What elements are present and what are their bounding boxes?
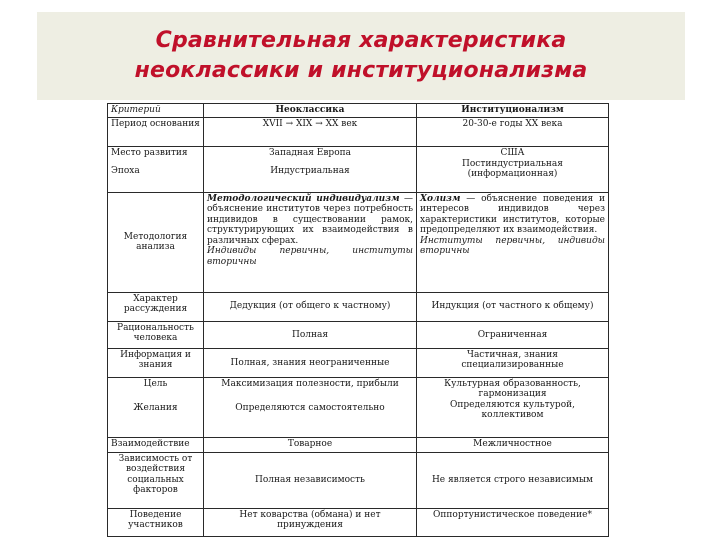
table-row-goal-desires xyxy=(108,377,609,437)
criterion-methodology: Методология анализа xyxy=(108,192,204,292)
page-title-line-1: Сравнительная характеристика xyxy=(155,28,567,53)
institutionalism-period: 20-30-е годы XX века xyxy=(417,118,609,147)
institutionalism-methodology-text: — объяснение поведения и интересов индивидов через характеристики институтов, которые предопределяют их взаимодействия. xyxy=(420,193,605,236)
header-neoclassic: Неоклассика xyxy=(204,104,417,118)
table-row-dependence xyxy=(108,452,609,508)
institutionalism-methodology-term: Холизм xyxy=(420,193,461,204)
neoclassic-methodology-text: — объяснение институтов через потребность индивидов в существовании рамок, структурирующих их взаимодействия в различных сферах. xyxy=(207,193,413,246)
table-row-behavior xyxy=(108,508,609,536)
neoclassic-interaction: Товарное xyxy=(204,438,417,453)
institutionalism-reasoning: Индукция (от частного к общему) xyxy=(417,292,609,321)
neoclassic-place: Западная Европа xyxy=(269,148,351,159)
institutionalism-methodology-note: Институты первичны, индивиды вторичны xyxy=(420,235,605,257)
criterion-period: Период основания xyxy=(108,118,204,147)
neoclassic-reasoning: Дедукция (от общего к частному) xyxy=(204,292,417,321)
institutionalism-dependence: Не является строго независимым xyxy=(417,452,609,508)
criterion-reasoning: Характер рассуждения xyxy=(108,292,204,321)
criterion-place: Место развития xyxy=(111,148,188,159)
institutionalism-goal-desires xyxy=(417,377,609,437)
neoclassic-goal: Максимизация полезности, прибыли xyxy=(221,378,399,389)
header-institutionalism: Институционализм xyxy=(417,104,609,118)
neoclassic-goal-desires xyxy=(204,377,417,437)
table-row-interaction xyxy=(108,438,609,453)
institutionalism-interaction: Межличностное xyxy=(417,438,609,453)
criterion-behavior: Поведение участников xyxy=(108,508,204,536)
institutionalism-rationality: Ограниченная xyxy=(417,321,609,348)
header-criterion: Критерий xyxy=(108,104,204,118)
institutionalism-desires: Определяются культурой, коллективом xyxy=(450,399,575,421)
institutionalism-goal: Культурная образованность, гармонизация xyxy=(444,378,581,400)
table-row-reasoning xyxy=(108,292,609,321)
institutionalism-place: США xyxy=(500,148,525,159)
criterion-dependence: Зависимость от воздействия социальных факторов xyxy=(108,452,204,508)
table-row-rationality xyxy=(108,321,609,348)
criterion-epoch: Эпоха xyxy=(111,165,140,176)
neoclassic-methodology xyxy=(204,192,417,292)
neoclassic-place-epoch xyxy=(204,147,417,193)
table-header-row xyxy=(108,104,609,118)
title-band xyxy=(37,12,685,100)
neoclassic-behavior: Нет коварства (обмана) и нет принуждения xyxy=(204,508,417,536)
table-row-methodology xyxy=(108,192,609,292)
comparison-table xyxy=(107,103,609,537)
neoclassic-epoch: Индустриальная xyxy=(270,165,350,176)
institutionalism-epoch: Постиндустриальная (информационная) xyxy=(462,158,563,180)
criterion-goal-desires xyxy=(108,377,204,437)
neoclassic-methodology-term: Методологический индивидуализм xyxy=(207,193,400,204)
criterion-goal: Цель xyxy=(143,378,168,389)
neoclassic-desires: Определяются самостоятельно xyxy=(235,403,385,414)
neoclassic-information: Полная, знания неограниченные xyxy=(204,348,417,377)
table-row-place-epoch xyxy=(108,147,609,193)
institutionalism-methodology xyxy=(417,192,609,292)
criterion-interaction: Взаимодействие xyxy=(108,438,204,453)
page-title-line-2: неоклассики и институционализма xyxy=(134,58,588,83)
neoclassic-period: XVII → XIX → XX век xyxy=(204,118,417,147)
neoclassic-rationality: Полная xyxy=(204,321,417,348)
criterion-desires: Желания xyxy=(133,403,178,414)
institutionalism-information: Частичная, знания специализированные xyxy=(417,348,609,377)
institutionalism-behavior: Оппортунистическое поведение* xyxy=(417,508,609,536)
neoclassic-methodology-note: Индивиды первичны, институты вторичны xyxy=(207,246,413,267)
criterion-rationality: Рациональность человека xyxy=(108,321,204,348)
table-row-information xyxy=(108,348,609,377)
neoclassic-dependence: Полная независимость xyxy=(204,452,417,508)
criterion-place-epoch xyxy=(108,147,204,193)
institutionalism-place-epoch xyxy=(417,147,609,193)
table-row-period xyxy=(108,118,609,147)
criterion-information: Информация и знания xyxy=(108,348,204,377)
